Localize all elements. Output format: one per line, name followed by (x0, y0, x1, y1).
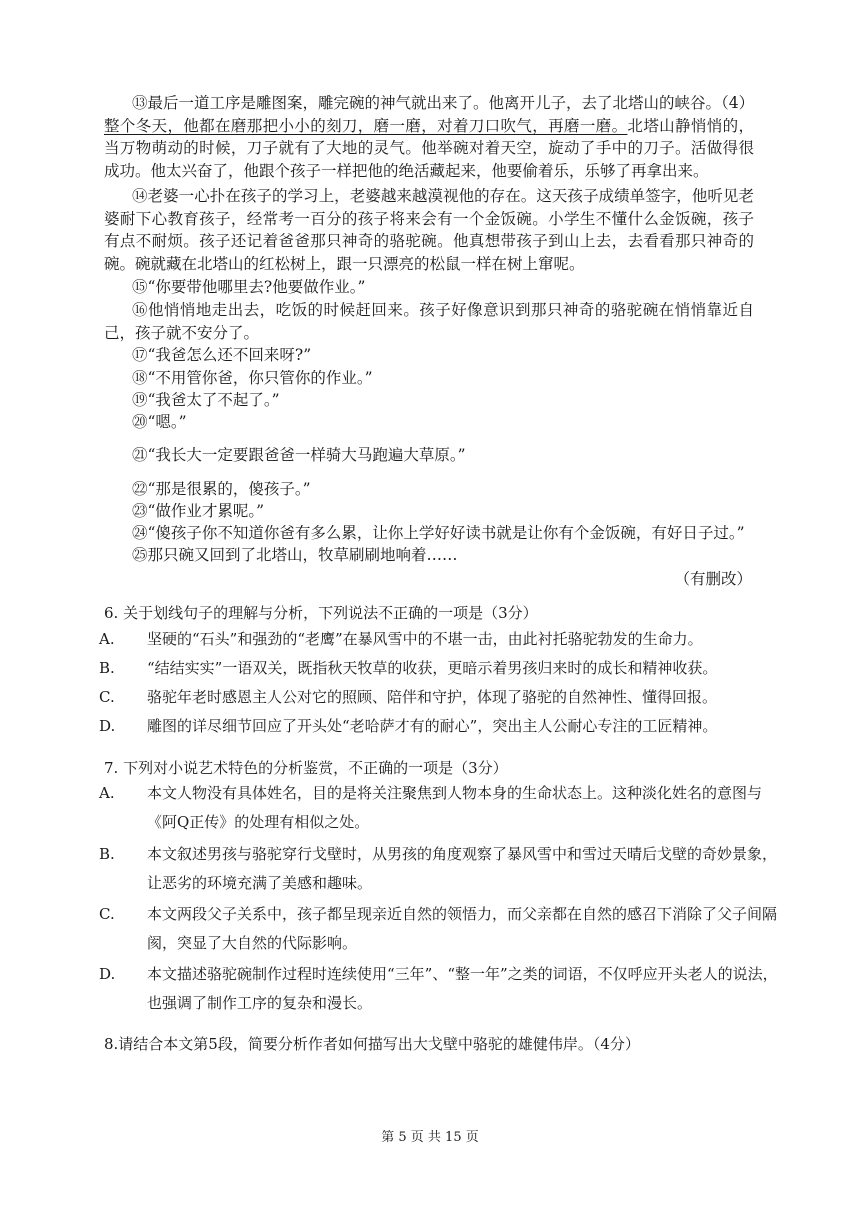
option-text: 本文人物没有具体姓名，目的是将关注聚焦到人物本身的生命状态上。这种淡化姓名的意图与《阿Q正传》的处理有相似之处。 (147, 784, 763, 831)
underlined-sentence: 整个冬天，他都在磨那把小小的刻刀，磨一磨，对着刀口吹气，再磨一磨。 (104, 116, 628, 135)
question-6-option-d[interactable] (99, 712, 783, 741)
option-label: C. (99, 688, 115, 706)
paragraph-16: ⑯他悄悄地走出去，吃饭的时候赶回来。孩子好像意识到那只神奇的骆驼碗在悄悄靠近自己，孩子就不安分了。 (104, 301, 754, 342)
option-label: D. (99, 965, 116, 983)
question-7-option-c[interactable] (99, 900, 783, 958)
option-label: D. (99, 717, 116, 735)
question-7-option-b[interactable] (99, 840, 783, 898)
paragraph-23: ㉓“做作业才累呢。” (132, 502, 265, 520)
question-7-option-a[interactable] (99, 779, 783, 837)
paragraph-15: ⑮“你要带他哪里去?他要做作业。” (132, 278, 366, 296)
option-text: 坚硬的“石头”和强劲的“老鹰”在暴风雪中的不堪一击，由此衬托骆驼勃发的生命力。 (147, 630, 703, 648)
paragraph-25: ㉕那只碗又回到了北塔山，牧草刷刷地响着…… (132, 546, 458, 564)
paragraph-13-rest: 北塔山静悄悄的，当万物萌动的时候，刀子就有了大地的灵气。他举碗对着天空，旋动了手中的刀子。活做得很成功。他太兴奋了，他跟个孩子一样把他的绝活藏起来，他要偷着乐，乐够了再拿出来。 (104, 116, 754, 180)
page-number: 第 5 页 共 15 页 (381, 1130, 479, 1145)
question-8-stem: 8.请结合本文第5段，简要分析作者如何描写出大戈壁中骆驼的雄健伟岸。（4分） (104, 1035, 640, 1053)
option-text: 雕图的详尽细节回应了开头处“老哈萨才有的耐心”，突出主人公耐心专注的工匠精神。 (147, 717, 718, 735)
option-text: 骆驼年老时感恩主人公对它的照顾、陪伴和守护，体现了骆驼的自然神性、懂得回报。 (147, 688, 718, 706)
option-text: 本文叙述男孩与骆驼穿行戈壁时，从男孩的角度观察了暴风雪中和雪过天晴后戈壁的奇妙景象，让恶劣的环境充满了美感和趣味。 (147, 845, 778, 892)
question-7-stem: 7. 下列对小说艺术特色的分析鉴赏，不正确的一项是（3分） (104, 759, 508, 777)
paragraph-14: ⑭老婆一心扑在孩子的学习上，老婆越来越漠视他的存在。这天孩子成绩单签字，他听见老婆耐下心教育孩子，经常考一百分的孩子将来会有一个金饭碗。小学生不懂什么金饭碗，孩子有点不耐烦。孩子还记着爸爸那只神奇的骆驼碗。他真想带孩子到山上去，去看看那只神奇的碗。碗就藏在北塔山的红松树上，跟一只漂亮的松鼠一样在树上窜呢。 (104, 187, 754, 273)
paragraph-24: ㉔“傻孩子你不知道你爸有多么累，让你上学好好读书就是让你有个金饭碗，有好日子过。” (132, 524, 745, 542)
option-label: A. (99, 784, 115, 802)
question-6-option-c[interactable] (99, 683, 783, 712)
paragraph-18: ⑱“不用管你爸，你只管你的作业。” (132, 369, 373, 387)
question-6-option-b[interactable] (99, 654, 783, 683)
question-6-stem: 6. 关于划线句子的理解与分析，下列说法不正确的一项是（3分） (104, 604, 538, 622)
paragraph-13 (104, 92, 754, 182)
revision-note: （有删改） (674, 570, 752, 588)
paragraph-13-intro: ⑬最后一道工序是雕图案，雕完碗的神气就出来了。他离开儿子，去了北塔山的峡谷。（4） (132, 94, 755, 112)
paragraph-21: ㉑“我长大一定要跟爸爸一样骑大马跑遍大草原。” (132, 446, 466, 464)
option-label: B. (99, 659, 115, 677)
option-label: B. (99, 845, 115, 863)
paragraph-22: ㉒“那是很累的，傻孩子。” (132, 480, 311, 498)
paragraph-20: ⑳“嗯。” (132, 413, 187, 431)
option-label: A. (99, 630, 115, 648)
paragraph-19: ⑲“我爸太了不起了。” (132, 391, 280, 409)
option-text: “结结实实”一语双关，既指秋天牧草的收获，更暗示着男孩归来时的成长和精神收获。 (147, 659, 718, 677)
option-text: 本文描述骆驼碗制作过程时连续使用“三年”、“整一年”之类的词语，不仅呼应开头老人的说法，也强调了制作工序的复杂和漫长。 (147, 965, 778, 1012)
question-6-option-a[interactable] (99, 625, 783, 654)
option-text: 本文两段父子关系中，孩子都呈现亲近自然的领悟力，而父亲都在自然的感召下消除了父子间隔阂，突显了大自然的代际影响。 (147, 905, 778, 952)
option-label: C. (99, 905, 115, 923)
paragraph-17: ⑰“我爸怎么还不回来呀?” (132, 346, 312, 364)
question-7-option-d[interactable] (99, 960, 783, 1018)
